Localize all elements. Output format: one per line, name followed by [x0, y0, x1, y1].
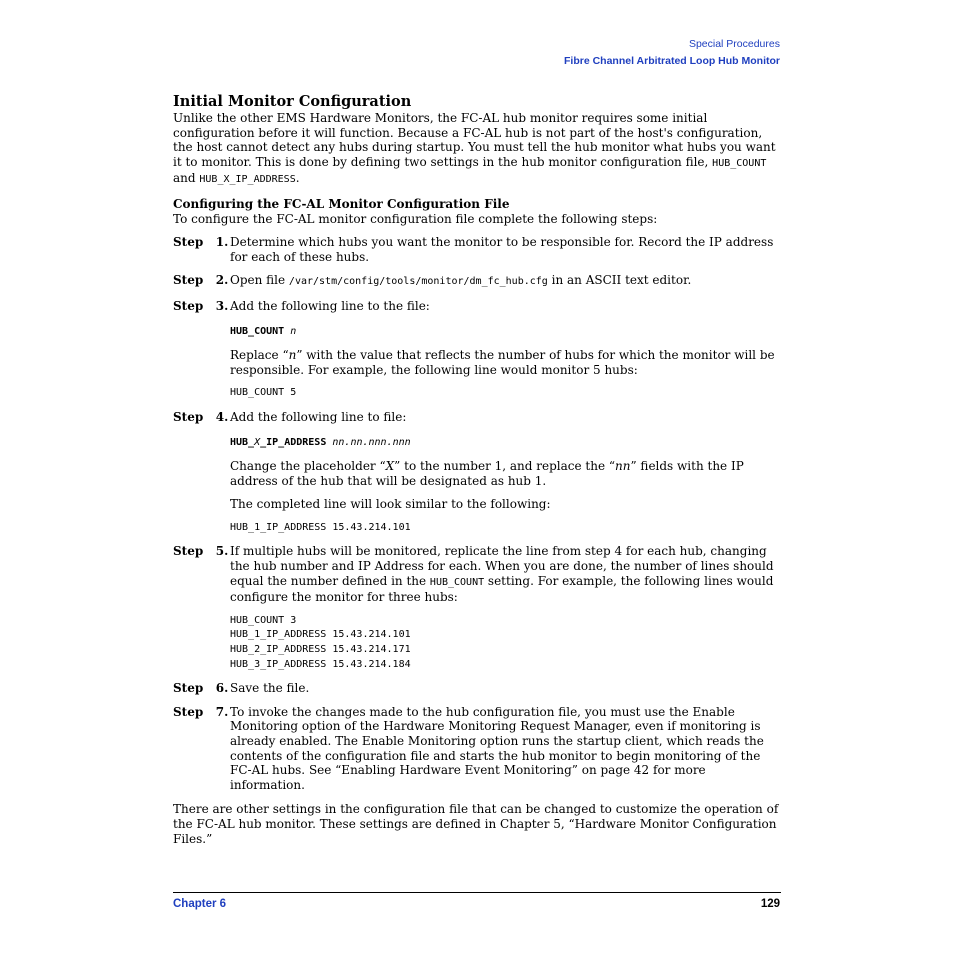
step-label: Step 3. — [173, 298, 229, 313]
code-keyword: _IP_ADDRESS — [260, 436, 327, 448]
section-heading: Initial Monitor Configuration — [173, 93, 412, 110]
code-line: HUB_COUNT 3 — [230, 614, 297, 626]
subsection-heading: Configuring the FC-AL Monitor Configuration File — [173, 196, 510, 211]
step-label: Step 1. — [173, 235, 229, 250]
intro-paragraph — [173, 111, 781, 188]
code-template — [230, 434, 781, 451]
step-text: Add the following line to file: — [230, 409, 407, 424]
step-4 — [173, 410, 781, 536]
intro-text-and: and — [173, 171, 200, 186]
step-text: Save the file. — [230, 681, 310, 696]
closing-paragraph: There are other settings in the configuration file that can be changed to customize the operation of the FC-AL hub monitor. These settings are defined in Chapter 5, “Hardware Monitor Configuration Files.” — [173, 802, 779, 846]
inline-code-hub-count: HUB_COUNT — [429, 576, 485, 588]
code-example: HUB_COUNT 5 — [230, 387, 297, 399]
running-header-subsection: Fibre Channel Arbitrated Loop Hub Monitor — [563, 55, 780, 67]
text-part: ” to the number 1, and replace the “ — [394, 459, 616, 474]
footer-divider — [173, 892, 781, 893]
code-keyword: HUB_ — [230, 436, 255, 448]
intro-text-end: . — [295, 171, 300, 186]
step-text: To invoke the changes made to the hub configuration file, you must use the Enable Monitoring option of the Hardware Monitoring Request Manager, even if monitoring is already enabled. The Enable Monitoring option runs the startup client, which reads the contents of the configuration file and starts the hub monitor to begin monitoring of the FC-AL hubs. See “Enabling Hardware Event Monitoring” on page 42 for more information. — [230, 704, 764, 792]
step-label: Step 2. — [173, 273, 229, 288]
change-instruction — [230, 459, 781, 488]
step-6 — [173, 681, 781, 696]
inline-code-hub-x-ip: HUB_X_IP_ADDRESS — [199, 174, 296, 186]
placeholder-x: X — [385, 459, 395, 474]
text-part: setting. For example, the following lines would configure the monitor for three hubs: — [230, 573, 774, 605]
text-part: ” with the value that reflects the number of hubs for which the monitor will be responsible. For example, the following line would monitor 5 hubs: — [230, 348, 775, 377]
step-3 — [173, 299, 781, 401]
steps-intro: To configure the FC-AL monitor configuration file complete the following steps: — [173, 211, 658, 226]
code-placeholder-ip: nn.nn.nnn.nnn — [332, 436, 411, 448]
footer-chapter: Chapter 6 — [173, 898, 227, 910]
code-placeholder: n — [290, 325, 297, 337]
code-line: HUB_2_IP_ADDRESS 15.43.214.171 — [230, 644, 411, 656]
page-content — [173, 93, 781, 846]
step-text — [230, 544, 781, 604]
step-5 — [173, 544, 781, 672]
code-line: HUB_3_IP_ADDRESS 15.43.214.184 — [230, 658, 411, 670]
step-label: Step 7. — [173, 704, 229, 719]
completed-text: The completed line will look similar to the following: — [230, 497, 551, 512]
step-text — [230, 273, 781, 290]
text-part: Change the placeholder “ — [230, 459, 386, 474]
code-example: HUB_1_IP_ADDRESS 15.43.214.101 — [230, 521, 411, 533]
placeholder-n: n — [288, 348, 297, 363]
step-label: Step 4. — [173, 409, 229, 424]
code-template — [230, 323, 781, 340]
step-2 — [173, 273, 781, 290]
code-keyword: HUB_COUNT — [230, 325, 285, 337]
step-text: Determine which hubs you want the monitor to be responsible for. Record the IP address for each of these hubs. — [230, 235, 774, 264]
step-text-post: in an ASCII text editor. — [547, 273, 692, 288]
step-7 — [173, 705, 781, 793]
text-part: If multiple hubs will be monitored, replicate the line from step 4 for each hub, changing the hub number and IP Address for each. When you are done, the number of lines should equal the number defined in the — [230, 544, 774, 588]
text-part: ” fields with the IP address of the hub that will be designated as hub 1. — [230, 459, 744, 488]
code-example-block — [230, 614, 781, 672]
text-part: Replace “ — [230, 348, 289, 363]
replace-instruction — [230, 348, 781, 377]
intro-text: Unlike the other EMS Hardware Monitors, the FC-AL hub monitor requires some initial configuration before it will function. Because a FC-AL hub is not part of the host's configuration, the host cannot detect any hubs during startup. You must tell the hub monitor what hubs you want it to monitor. This is done by defining two settings in the hub monitor configuration file, — [173, 111, 776, 169]
placeholder-nn: nn — [615, 459, 631, 474]
code-placeholder-x: X — [254, 436, 261, 448]
file-path: /var/stm/config/tools/monitor/dm_fc_hub.cfg — [288, 276, 548, 288]
step-label: Step 5. — [173, 544, 229, 559]
code-line: HUB_1_IP_ADDRESS 15.43.214.101 — [230, 629, 411, 641]
step-text-pre: Open file — [230, 273, 289, 288]
step-label: Step 6. — [173, 681, 229, 696]
step-1 — [173, 235, 781, 264]
step-text: Add the following line to the file: — [230, 298, 430, 313]
inline-code-hub-count: HUB_COUNT — [712, 157, 767, 169]
page-number: 129 — [760, 898, 780, 910]
running-header-section: Special Procedures — [688, 38, 780, 50]
